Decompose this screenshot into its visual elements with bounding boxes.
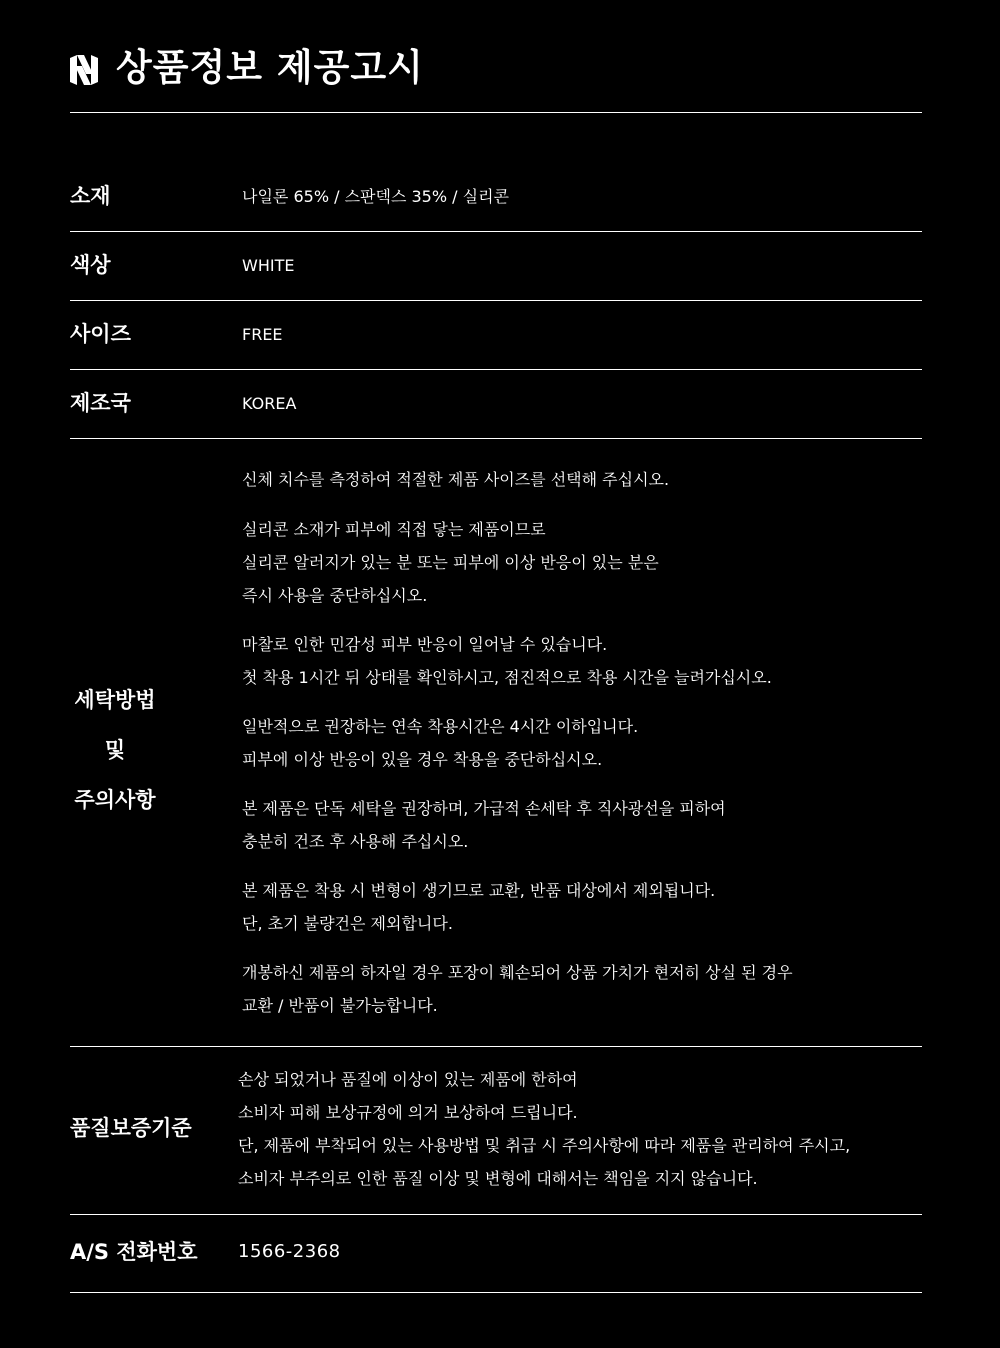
row-value: 나일론 65% / 스판덱스 35% / 실리콘 <box>242 187 509 206</box>
care-paragraph <box>242 513 659 612</box>
row-label: 제조국 <box>70 391 131 415</box>
care-line: 일반적으로 권장하는 연속 착용시간은 4시간 이하입니다. <box>242 717 639 736</box>
care-line: 본 제품은 단독 세탁을 권장하며, 가급적 손세탁 후 직사광선을 피하여 <box>242 799 726 818</box>
care-line: 피부에 이상 반응이 있을 경우 착용을 중단하십시오. <box>242 750 603 769</box>
care-paragraph <box>242 874 715 940</box>
care-paragraph <box>242 463 669 496</box>
care-line: 충분히 건조 후 사용해 주십시오. <box>242 832 469 851</box>
care-line: 신체 치수를 측정하여 적절한 제품 사이즈를 선택해 주십시오. <box>242 470 670 489</box>
product-info-notice <box>70 0 922 1264</box>
row-as-phone <box>70 1215 922 1293</box>
care-line: 마찰로 인한 민감성 피부 반응이 일어날 수 있습니다. <box>242 635 608 654</box>
care-paragraph <box>242 956 793 1022</box>
warranty-text <box>238 1063 850 1195</box>
care-line: 교환 / 반품이 불가능합니다. <box>242 996 438 1015</box>
row-label: 색상 <box>70 253 111 277</box>
care-paragraph <box>242 792 726 858</box>
care-label-line: 및 <box>104 738 126 762</box>
warranty-line: 소비자 피해 보상규정에 의거 보상하여 드립니다. <box>238 1103 578 1122</box>
row-material <box>70 163 922 232</box>
care-label-line: 세탁방법 <box>74 688 156 712</box>
row-label: 사이즈 <box>70 322 131 346</box>
row-label: A/S 전화번호 <box>70 1240 198 1264</box>
notice-header <box>70 0 922 113</box>
row-warranty <box>70 1047 922 1215</box>
care-line: 단, 초기 불량건은 제외합니다. <box>242 914 453 933</box>
row-value: FREE <box>242 325 283 344</box>
warranty-line: 손상 되었거나 품질에 이상이 있는 제품에 한하여 <box>238 1070 578 1089</box>
care-label-line: 주의사항 <box>74 788 156 812</box>
care-label <box>70 675 160 825</box>
row-label: 품질보증기준 <box>70 1116 192 1140</box>
warranty-line: 단, 제품에 부착되어 있는 사용방법 및 취급 시 주의사항에 따라 제품을 관리하여 주시고, <box>238 1136 851 1155</box>
row-label: 소재 <box>70 184 111 208</box>
care-paragraph <box>242 710 638 776</box>
warranty-line: 소비자 부주의로 인한 품질 이상 및 변형에 대해서는 책임을 지지 않습니다. <box>238 1169 758 1188</box>
row-value: WHITE <box>242 256 295 275</box>
row-origin <box>70 370 922 439</box>
row-care <box>70 439 922 1047</box>
as-phone-number[interactable]: 1566-2368 <box>238 1241 341 1262</box>
care-line: 첫 착용 1시간 뒤 상태를 확인하시고, 점진적으로 착용 시간을 늘려가십시오. <box>242 668 772 687</box>
row-size <box>70 301 922 370</box>
care-line: 실리콘 소재가 피부에 직접 닿는 제품이므로 <box>242 520 546 539</box>
row-value: KOREA <box>242 394 297 413</box>
care-line: 개봉하신 제품의 하자일 경우 포장이 훼손되어 상품 가치가 현저히 상실 된 경우 <box>242 963 793 982</box>
page-title: 상품정보 제공고시 <box>116 46 424 89</box>
row-color <box>70 232 922 301</box>
care-paragraph <box>242 628 772 694</box>
care-line: 본 제품은 착용 시 변형이 생기므로 교환, 반품 대상에서 제외됩니다. <box>242 881 716 900</box>
n-logo-icon <box>70 55 98 85</box>
care-line: 실리콘 알러지가 있는 분 또는 피부에 이상 반응이 있는 분은 <box>242 553 659 572</box>
care-line: 즉시 사용을 중단하십시오. <box>242 586 428 605</box>
